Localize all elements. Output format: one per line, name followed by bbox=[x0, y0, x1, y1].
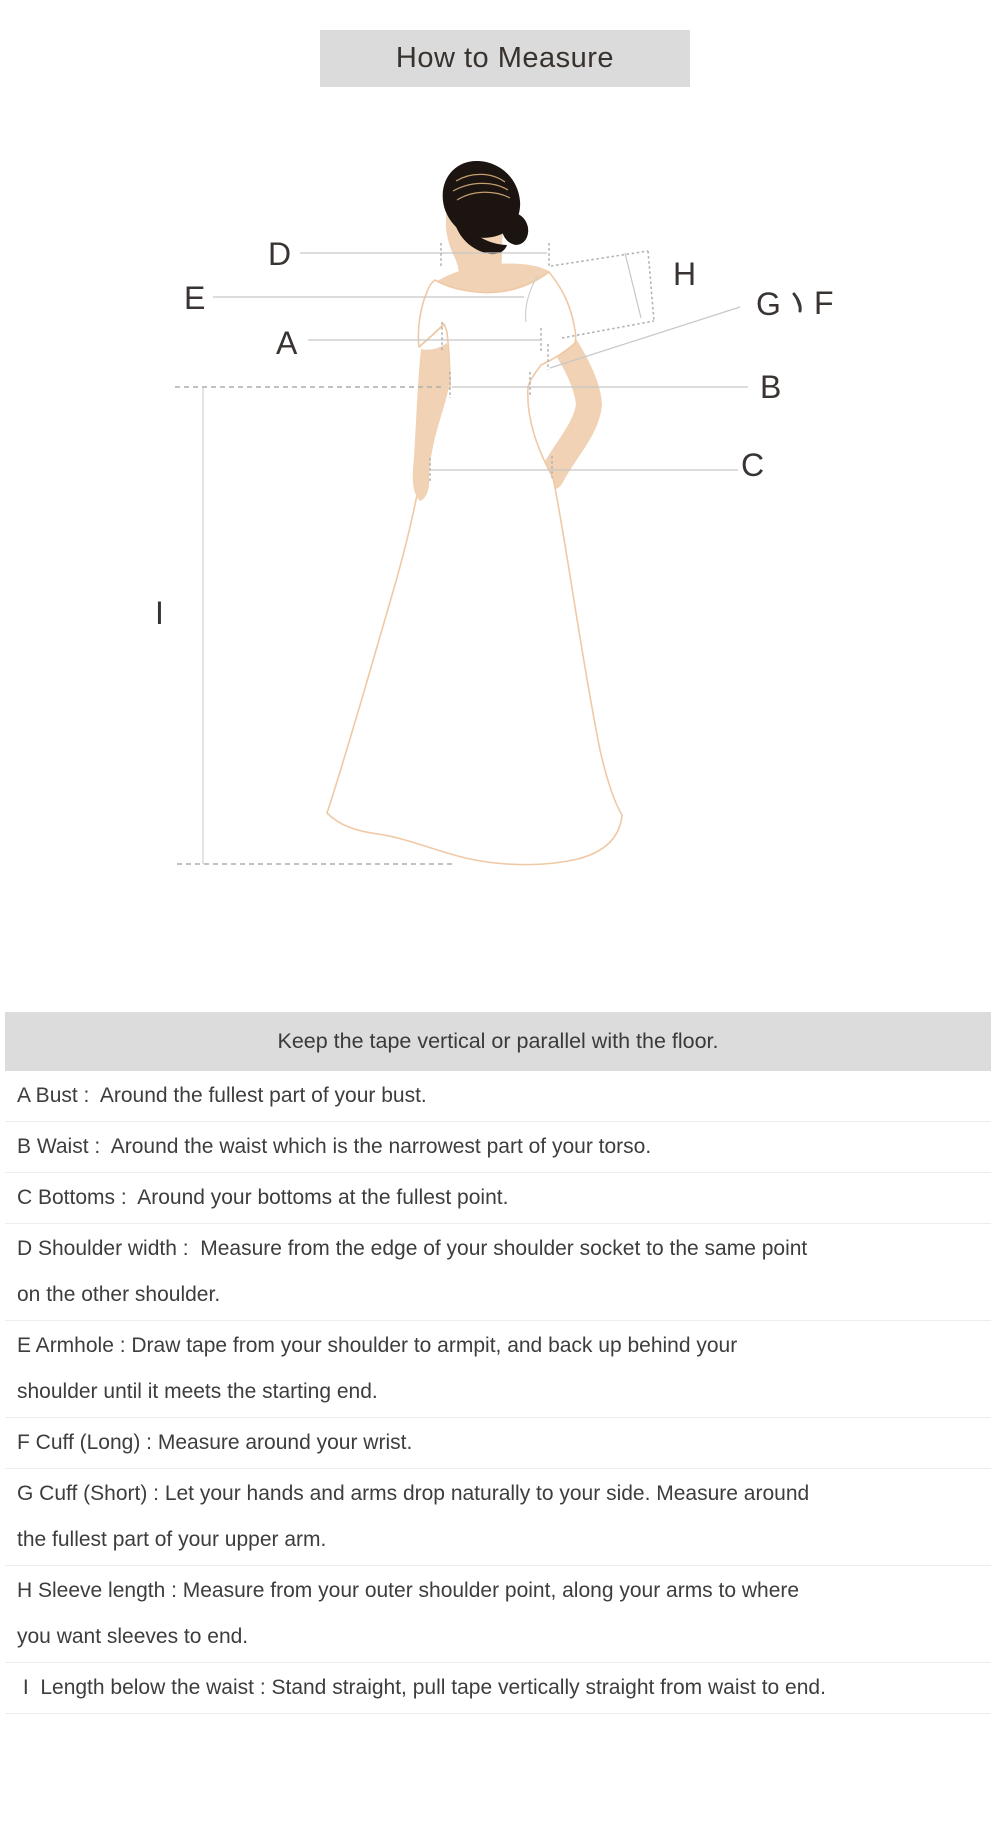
cuff-pointer-line-GF bbox=[550, 307, 740, 368]
table-row-cuff-short: G Cuff (Short) : Let your hands and arms drop naturally to your side. Measure around the fullest part of your upper arm. bbox=[5, 1469, 991, 1566]
table-row-bust: A Bust : Around the fullest part of your bust. bbox=[5, 1071, 991, 1122]
table-row-length-below-waist: I Length below the waist : Stand straight, pull tape vertically straight from waist to end. bbox=[5, 1663, 991, 1714]
woman-illustration bbox=[327, 161, 622, 865]
page-title-text: How to Measure bbox=[395, 42, 615, 74]
sleeve-tape-top bbox=[551, 251, 648, 266]
label-A: A bbox=[276, 325, 298, 361]
label-I: I bbox=[155, 595, 164, 631]
ideographic-comma-icon bbox=[794, 294, 800, 311]
label-B: B bbox=[760, 369, 782, 405]
table-header: Keep the tape vertical or parallel with the floor. bbox=[5, 1012, 991, 1071]
label-F: F bbox=[814, 285, 834, 321]
sleeve-tape-edge bbox=[625, 253, 641, 318]
label-E: E bbox=[184, 280, 206, 316]
table-row-shoulder-width: D Shoulder width : Measure from the edge of your shoulder socket to the same point on the other shoulder. bbox=[5, 1224, 991, 1321]
label-G: G bbox=[756, 286, 781, 322]
table-row-bottoms: C Bottoms : Around your bottoms at the fullest point. bbox=[5, 1173, 991, 1224]
measurement-instruction-table bbox=[5, 1012, 991, 1714]
table-row-waist: B Waist : Around the waist which is the narrowest part of your torso. bbox=[5, 1122, 991, 1173]
label-H: H bbox=[673, 256, 697, 292]
table-row-sleeve-length: H Sleeve length : Measure from your outer shoulder point, along your arms to where you want sleeves to end. bbox=[5, 1566, 991, 1663]
sleeve-tape-right bbox=[648, 251, 654, 321]
table-row-cuff-long: F Cuff (Long) : Measure around your wrist. bbox=[5, 1418, 991, 1469]
table-row-armhole: E Armhole : Draw tape from your shoulder to armpit, and back up behind your shoulder until it meets the starting end. bbox=[5, 1321, 991, 1418]
label-C: C bbox=[741, 447, 765, 483]
label-D: D bbox=[268, 236, 292, 272]
